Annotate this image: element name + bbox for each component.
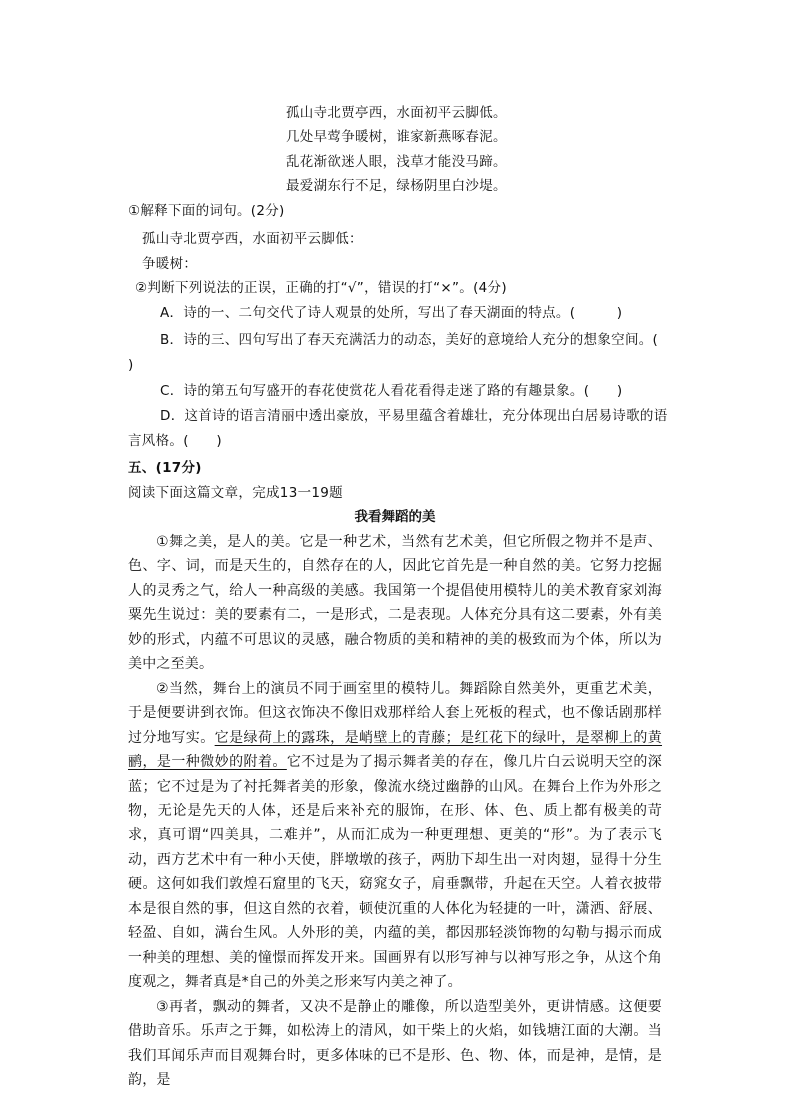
option-b-line-1: B．诗的三、四句写出了春天充满活力的动态，美好的意境给人充分的想象空间。( [160,332,659,348]
article-paragraph-3: ③再者，飘动的舞者，又决不是静止的雕像，所以造型美外，更讲情感。这便要借助音乐。乐声之于舞，如松涛上的清风，如干柴上的火焰，如钱塘江面的大潮。当我们耳闻乐声而目观舞台时，更多体味的已不是形、色、物、体，而是神，是情，是韵，是 [128,998,662,1088]
section-heading: 五、(17分) [128,460,202,476]
option-d-line-1: D．这首诗的语言清丽中透出豪放，平易里蕴含着雄壮，充分体现出白居易诗歌的语 [160,408,668,424]
option-b-line-2: ) [128,357,134,373]
question-1-prompt: ①解释下面的词句。(2分) [128,203,285,219]
article-paragraph-1: ①舞之美，是人的美。它是一种艺术，当然有艺术美，但它所假之物并不是声、色、字、词，而是天生的，自然存在的人，因此它首先是一种自然的美。它努力挖掘人的灵秀之气，给人一种高级的美感。我国第一个提倡使用模特儿的美术教育家刘海粟先生说过：美的要素有二，一是形式，二是表现。人体充分具有这二要素，外有美妙的形式，内蕴不可思议的灵感，融合物质的美和精神的美的极致而为个体，所以为美中之至美。 [128,534,662,673]
underlined-sentence: 它是绿荷上的露珠，是峭壁上的青藤；是红花下的绿叶，是翠柳上的黄鹂，是一种微妙的附着。 [128,729,663,771]
option-d-line-2: 言风格。( ) [128,433,222,449]
poem-line-1: 孤山寺北贾亭西，水面初平云脚低。 [286,105,507,121]
article-paragraph-2 [128,677,662,995]
poem-line-3: 乱花渐欲迷人眼，浅草才能没马蹄。 [286,154,507,170]
article-body [128,530,662,1092]
paragraph-2-rest: 它不过是为了揭示舞者美的存在，像几片白云说明天空的深蓝；它不过是为了衬托舞者美的形象，像流水绕过幽静的山风。在舞台上作为外形之物，无论是先天的人体，还是后来补充的服饰，在形、体、色、质上都有极美的苛求，真可谓“四美具，二难并”，从而汇成为一种更理想、更美的“形”。为了表示飞动，西方艺术中有一种小天使，胖墩墩的孩子，两肋下却生出一对肉翅，显得十分生硬。这何如我们敦煌石窟里的飞天，窈窕女子，肩垂飘带，升起在天空。人着衣披带本是很自然的事，但这自然的衣着，顿使沉重的人体化为轻捷的一叶，潇洒、舒展、轻盈、自如，满台生风。人外形的美，内蕴的美，都因那轻淡饰物的勾勒与揭示而成一种美的理想、美的憧憬而挥发开来。国画界有以形写神与以神写形之争，从这个角度观之，舞者真是*自己的外美之形来写内美之神了。 [128,754,662,991]
option-c: C．诗的第五句写盛开的春花使赏花人看花看得走迷了路的有趣景象。( ) [160,383,623,399]
question-1-item-2: 争暖树： [142,256,198,272]
poem-line-2: 几处早莺争暖树，谁家新燕啄春泥。 [286,129,507,145]
poem-line-4: 最爱湖东行不足，绿杨阴里白沙堤。 [286,178,507,194]
paragraph-2-intro: ②当然，舞台上的演员不同于画室里的模特儿。舞蹈除自然美外，更重艺术美，于是便要讲到衣饰。但这衣饰决不像旧戏那样给人套上死板的程式，也不像话剧那样过分地写实。 [128,680,662,746]
article-title: 我看舞蹈的美 [354,509,436,525]
question-2-prompt: ②判断下列说法的正误，正确的打“√”，错误的打“×”。(4分) [135,280,507,296]
reading-instruction: 阅读下面这篇文章，完成13一19题 [128,485,343,501]
option-a: A．诗的一、二句交代了诗人观景的处所，写出了春天湖面的特点。( ) [160,305,623,321]
question-1-item-1: 孤山寺北贾亭西，水面初平云脚低： [142,231,363,247]
